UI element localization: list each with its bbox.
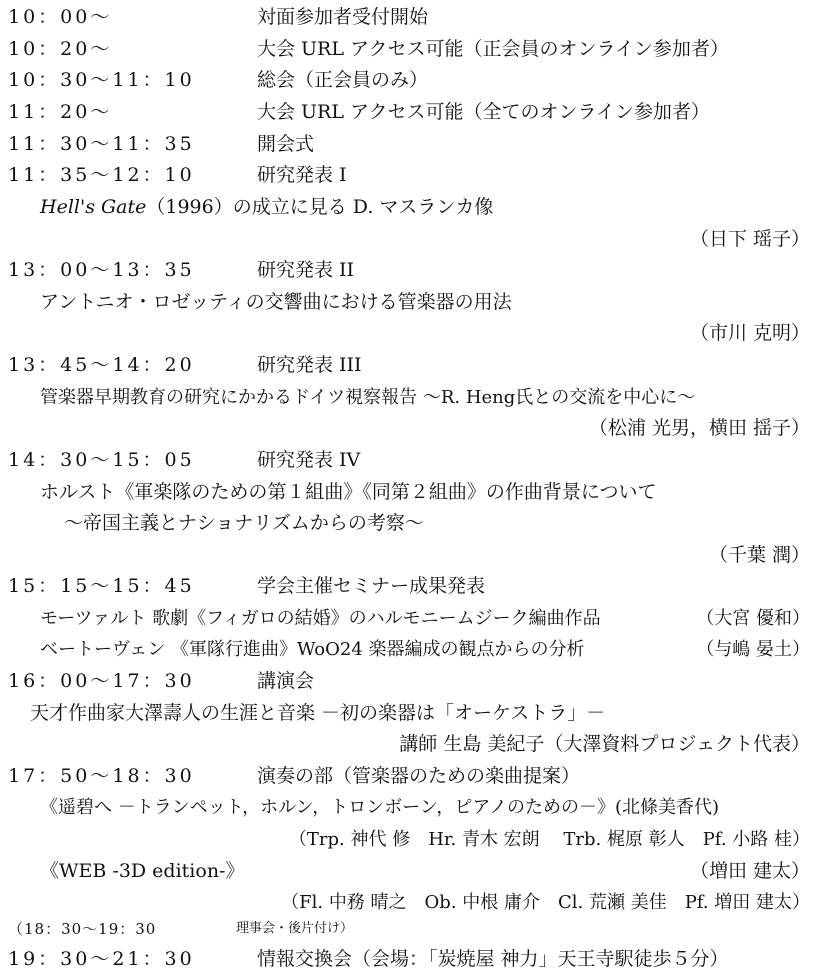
lecture-speaker: 講師 生島 美紀子（大澤資料プロジェクト代表）	[399, 733, 810, 755]
schedule-label: 開会式	[257, 133, 315, 155]
schedule-label: 演奏の部（管楽器のための楽曲提案）	[257, 765, 581, 787]
talk-title-text: ホルスト《軍楽隊のための第１組曲》《同第２組曲》の作曲背景について	[40, 481, 657, 503]
schedule-time: 16：00～17：30	[8, 670, 195, 692]
schedule-time: 19：30～21：30	[8, 948, 195, 970]
performance-piece-text: 《遥碧へ －トランペット，ホルン，トロンボーン，ピアノのための－》(北條美香代)	[40, 797, 720, 818]
talk-speaker-row	[0, 318, 828, 349]
schedule-time: 13：45～14：20	[8, 354, 195, 376]
performance-players	[0, 887, 828, 918]
schedule-row	[0, 160, 828, 191]
seminar-row	[0, 634, 828, 665]
talk-subtitle-text: ～帝国主義とナショナリズムからの考察～	[64, 512, 424, 534]
talk-speaker: （日下 瑶子）	[689, 228, 810, 250]
talk-title-rest: （1996）の成立に見る D. マスランカ像	[146, 196, 494, 218]
schedule-label: 研究発表 II	[257, 259, 355, 281]
schedule-time: 14：30～15：05	[8, 449, 195, 471]
talk-subtitle	[0, 508, 828, 539]
performance-piece	[0, 856, 828, 887]
schedule-label: 情報交換会（会場：「炭焼屋 神力」天王寺駅徒歩５分）	[257, 948, 729, 970]
seminar-speaker: （与嶋 晏土）	[696, 639, 810, 660]
schedule-row	[0, 445, 828, 476]
schedule-label: 研究発表 III	[257, 354, 362, 376]
schedule-time: 15：15～15：45	[8, 575, 195, 597]
performance-piece-text: 《WEB -3D edition-》	[40, 860, 245, 882]
talk-speaker: （松浦 光男，横田 揺子）	[588, 417, 810, 439]
talk-title-text: 管楽器早期教育の研究にかかるドイツ視察報告 ～R. Heng氏との交流を中心に～	[40, 387, 696, 408]
schedule-time: 11：30～11：35	[8, 133, 195, 155]
schedule-label: 学会主催セミナー成果発表	[257, 575, 486, 597]
schedule-time: 11：20～	[8, 101, 113, 123]
schedule-row	[0, 350, 828, 381]
schedule-label: 対面参加者受付開始	[257, 6, 429, 28]
schedule-time: 11：35～12：10	[8, 164, 195, 186]
board-row	[0, 916, 828, 942]
board-time: （18：30～19：30	[8, 920, 157, 938]
talk-speaker: （千葉 潤）	[708, 544, 810, 566]
schedule-row	[0, 571, 828, 602]
talk-title	[0, 477, 828, 508]
schedule-label: 講演会	[257, 670, 315, 692]
performance-piece	[0, 792, 828, 823]
talk-title-italic: Hell's Gate	[40, 196, 147, 218]
schedule-row	[0, 65, 828, 96]
seminar-speaker: （大宮 優和）	[696, 608, 810, 629]
schedule-time: 17：50～18：30	[8, 765, 195, 787]
lecture-title	[0, 698, 828, 729]
schedule-time: 10：00～	[8, 6, 113, 28]
schedule-label: 研究発表 I	[257, 164, 347, 186]
performance-players-text: （Trp. 神代 修 Hr. 青木 宏朗 Trb. 梶原 彰人 Pf. 小路 桂）	[288, 829, 810, 850]
board-label: 理事会・後片付け）	[236, 921, 354, 936]
performance-composer: （増田 建太）	[689, 860, 810, 882]
seminar-title: ベートーヴェン 《軍隊行進曲》WoO24 楽器編成の観点からの分析	[40, 639, 585, 660]
schedule-row	[0, 255, 828, 286]
schedule-time: 10：30～11：10	[8, 69, 195, 91]
performance-players	[0, 824, 828, 855]
schedule-row	[0, 761, 828, 792]
schedule-time: 13：00～13：35	[8, 259, 195, 281]
talk-speaker-row	[0, 540, 828, 571]
schedule-label: 研究発表 IV	[257, 449, 361, 471]
schedule-row	[0, 2, 828, 33]
schedule-label: 大会 URL アクセス可能（正会員のオンライン参加者）	[257, 38, 729, 60]
seminar-title: モーツァルト 歌劇《フィガロの結婚》のハルモニームジーク編曲作品	[40, 608, 601, 629]
schedule-row	[0, 97, 828, 128]
talk-title	[0, 287, 828, 318]
lecture-speaker-row	[0, 729, 828, 760]
lecture-title-text: 天才作曲家大澤壽人の生涯と音楽 －初の楽器は「オーケストラ」－	[30, 702, 606, 724]
seminar-row	[0, 603, 828, 634]
talk-speaker: （市川 克明）	[689, 322, 810, 344]
talk-title-text: アントニオ・ロゼッティの交響曲における管楽器の用法	[40, 291, 512, 313]
talk-title	[0, 192, 828, 223]
talk-speaker-row	[0, 224, 828, 255]
schedule-row	[0, 129, 828, 160]
performance-players-text: （Fl. 中務 晴之 Ob. 中根 庸介 Cl. 荒瀬 美佳 Pf. 増田 建太）	[281, 892, 810, 913]
talk-title	[0, 382, 828, 413]
schedule-label: 総会（正会員のみ）	[257, 69, 429, 91]
schedule-label: 大会 URL アクセス可能（全てのオンライン参加者）	[257, 101, 710, 123]
talk-speaker-row	[0, 413, 828, 444]
schedule-row	[0, 666, 828, 697]
schedule-row	[0, 944, 828, 975]
schedule-time: 10：20～	[8, 38, 113, 60]
schedule-row	[0, 34, 828, 65]
